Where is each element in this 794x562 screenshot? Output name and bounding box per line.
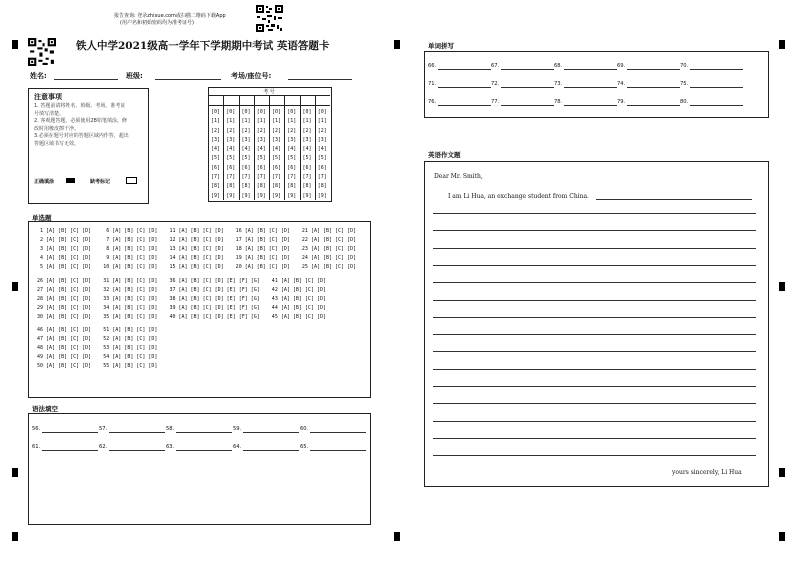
exam-id-digit-bubble[interactable]: [6] — [256, 164, 266, 171]
answer-blank[interactable] — [243, 444, 299, 451]
essay-line[interactable] — [433, 350, 756, 352]
mcq-answer-row[interactable]: 27 [A] [B] [C] [D] 32 [A] [B] [C] [D] 37 [A] [B] [C] [D] [E] [F] [G] 42 [A] [B] [C] [D] — [34, 286, 326, 293]
exam-id-digit-bubble[interactable]: [2] — [226, 127, 236, 134]
answer-blank[interactable] — [438, 81, 491, 88]
blank-number: 62. — [99, 444, 108, 450]
blank-number: 57. — [99, 426, 108, 432]
name-field[interactable] — [54, 71, 118, 80]
answer-blank[interactable] — [310, 426, 366, 433]
blank-number: 65. — [300, 444, 309, 450]
exam-id-digit-bubble[interactable]: [3] — [210, 136, 221, 143]
alignment-mark — [779, 40, 785, 49]
exam-id-digit-bubble[interactable]: [5] — [256, 155, 266, 162]
name-label: 姓名: — [30, 72, 47, 80]
exam-id-digit-bubble[interactable]: [2] — [241, 127, 251, 134]
exam-id-column[interactable] — [284, 108, 299, 201]
exam-id-digit-bubble[interactable]: [2] — [287, 127, 297, 134]
essay-line[interactable] — [433, 299, 756, 301]
app-qr-code-icon — [256, 5, 283, 32]
blank-number: 67. — [491, 63, 500, 69]
exam-id-column[interactable] — [315, 108, 330, 201]
mcq-answer-row[interactable]: 5 [A] [B] [C] [D] 10 [A] [B] [C] [D] 15 [A] [B] [C] [D] 20 [A] [B] [C] [D] 25 [A] [B] [C] [D] — [34, 264, 357, 271]
alignment-mark — [12, 468, 18, 477]
mcq-answer-row[interactable]: 49 [A] [B] [C] [D] 54 [A] [B] [C] [D] — [34, 354, 158, 361]
answer-blank[interactable] — [310, 444, 366, 451]
exam-id-column[interactable] — [208, 108, 223, 201]
exam-id-digit-bubble[interactable]: [9] — [271, 192, 282, 199]
answer-blank[interactable] — [176, 426, 232, 433]
exam-id-digit-bubble[interactable]: [6] — [226, 164, 236, 171]
essay-salutation: Dear Mr. Smith, — [434, 173, 483, 180]
exam-id-digit-bubble[interactable]: [3] — [317, 136, 327, 143]
answer-blank[interactable] — [501, 81, 554, 88]
missing-mark-label: 缺考标记 — [90, 179, 111, 185]
filled-box-icon — [66, 178, 75, 183]
exam-id-digit-bubble[interactable]: [0] — [241, 109, 251, 115]
exam-id-digit-bubble[interactable]: [4] — [226, 146, 236, 153]
mcq-answer-row[interactable]: 1 [A] [B] [C] [D] 6 [A] [B] [C] [D] 11 [A] [B] [C] [D] 16 [A] [B] [C] [D] 21 [A] [B] [C] [D] — [34, 228, 357, 234]
essay-line[interactable] — [433, 281, 756, 283]
exam-id-digit-bubble[interactable]: [0] — [256, 109, 266, 115]
answer-blank[interactable] — [176, 444, 232, 451]
class-field[interactable] — [155, 71, 221, 80]
exam-id-digit-bubble[interactable]: [5] — [302, 155, 312, 162]
blank-number: 80. — [680, 99, 689, 105]
blank-number: 68. — [554, 63, 563, 69]
blank-number: 71. — [428, 81, 437, 87]
essay-line[interactable] — [433, 316, 756, 318]
exam-id-digit-bubble[interactable]: [1] — [317, 118, 327, 125]
exam-id-digit-bubble[interactable]: [9] — [241, 192, 251, 199]
exam-id-digit-bubble[interactable]: [9] — [210, 192, 221, 199]
exam-id-digit-bubble[interactable]: [2] — [317, 127, 327, 134]
exam-id-digit-bubble[interactable]: [1] — [302, 118, 312, 125]
exam-id-label: 考 号 — [263, 89, 275, 95]
exam-id-digit-bubble[interactable]: [4] — [317, 146, 327, 153]
notice-title: 注意事项 — [34, 93, 62, 101]
exam-id-digit-bubble[interactable]: [8] — [256, 183, 266, 190]
blank-number: 56. — [32, 426, 41, 432]
essay-line[interactable] — [433, 333, 756, 335]
essay-line[interactable] — [433, 402, 756, 404]
exam-id-digit-bubble[interactable]: [7] — [271, 174, 282, 181]
essay-line[interactable] — [433, 385, 756, 387]
alignment-mark — [779, 532, 785, 541]
mcq-answer-row[interactable]: 48 [A] [B] [C] [D] 53 [A] [B] [C] [D] — [34, 345, 158, 352]
exam-id-digit-bubble[interactable]: [5] — [271, 155, 282, 162]
exam-id-digit-bubble[interactable]: [1] — [241, 118, 251, 125]
exam-id-digit-bubble[interactable]: [0] — [287, 109, 297, 115]
blank-number: 63. — [166, 444, 175, 450]
essay-line[interactable] — [433, 437, 756, 439]
report-query-note: (用户名和初始密码均为准考证号) — [120, 20, 194, 26]
exam-id-digit-bubble[interactable]: [4] — [271, 146, 282, 153]
mcq-answer-row[interactable]: 28 [A] [B] [C] [D] 33 [A] [B] [C] [D] 38 [A] [B] [C] [D] [E] [F] [G] 43 [A] [B] [C] [D] — [34, 295, 326, 302]
essay-title: 英语作文题 — [428, 151, 461, 159]
exam-id-column[interactable] — [269, 108, 284, 201]
exam-id-digit-bubble[interactable]: [8] — [210, 183, 221, 190]
exam-id-digit-bubble[interactable]: [7] — [210, 174, 221, 181]
exam-id-digit-bubble[interactable]: [5] — [287, 155, 297, 162]
blank-number: 60. — [300, 426, 309, 432]
exam-id-digit-bubble[interactable]: [7] — [241, 174, 251, 181]
exam-id-digit-bubble[interactable]: [8] — [241, 183, 251, 190]
exam-id-digit-bubble[interactable]: [6] — [241, 164, 251, 171]
mcq-answer-row[interactable]: 26 [A] [B] [C] [D] 31 [A] [B] [C] [D] 36 [A] [B] [C] [D] [E] [F] [G] 41 [A] [B] [C] [D] — [34, 277, 326, 284]
exam-id-digit-bubble[interactable]: [3] — [302, 136, 312, 143]
spelling-title: 单词拼写 — [428, 42, 454, 50]
exam-id-digit-bubble[interactable]: [1] — [210, 118, 221, 125]
exam-id-digit-bubble[interactable]: [5] — [241, 155, 251, 162]
missing-mark-checkbox[interactable] — [126, 177, 137, 184]
essay-line[interactable] — [433, 368, 756, 370]
exam-id-digit-bubble[interactable]: [0] — [271, 109, 282, 115]
mcq-answer-row[interactable]: 46 [A] [B] [C] [D] 51 [A] [B] [C] [D] — [34, 327, 158, 333]
exam-id-digit-bubble[interactable]: [7] — [226, 174, 236, 181]
answer-blank[interactable] — [564, 63, 617, 70]
blank-number: 75. — [680, 81, 689, 87]
answer-blank[interactable] — [501, 99, 554, 106]
grammar-title: 语法填空 — [32, 405, 58, 413]
answer-blank[interactable] — [690, 99, 743, 106]
answer-blank[interactable] — [564, 81, 617, 88]
alignment-mark — [394, 40, 400, 49]
exam-qr-code-icon — [28, 38, 56, 66]
exam-id-digit-bubble[interactable]: [3] — [226, 136, 236, 143]
answer-blank[interactable] — [243, 426, 299, 433]
essay-first-line: I am Li Hua, an exchange student from China. — [448, 193, 589, 200]
blank-number: 58. — [166, 426, 175, 432]
mcq-answer-row[interactable]: 50 [A] [B] [C] [D] 55 [A] [B] [C] [D] — [34, 363, 158, 370]
exam-id-digit-bubble[interactable]: [4] — [287, 146, 297, 153]
alignment-mark — [394, 532, 400, 541]
mcq-answer-row[interactable]: 3 [A] [B] [C] [D] 8 [A] [B] [C] [D] 13 [A] [B] [C] [D] 18 [A] [B] [C] [D] 23 [A] [B] [C] [D] — [34, 246, 357, 253]
blank-number: 64. — [233, 444, 242, 450]
exam-id-column[interactable] — [239, 108, 254, 201]
exam-id-digit-bubble[interactable]: [4] — [302, 146, 312, 153]
answer-blank[interactable] — [438, 63, 491, 70]
exam-id-digit-bubble[interactable]: [5] — [226, 155, 236, 162]
essay-line[interactable] — [433, 454, 756, 456]
exam-id-digit-bubble[interactable]: [7] — [256, 174, 266, 181]
report-query-line: 报告查询: 登录zhixue.com或扫描二维码下载App — [114, 13, 226, 19]
exam-id-digit-bubble[interactable]: [2] — [271, 127, 282, 134]
answer-blank[interactable] — [109, 426, 165, 433]
notice-text: 1. 答题前请将姓名、班级、考场、准考证 号填写清楚。 2. 客观题答题，必须使用2B铅笔填涂，修 改时用橡皮擦干净。 3.必须在题号对应的答题区域内作答，超出 答题区域书写无效。 — [34, 103, 129, 147]
seat-label: 考场/座位号: — [231, 72, 272, 80]
exam-id-digit-bubble[interactable]: [6] — [302, 164, 312, 171]
alignment-mark — [779, 282, 785, 291]
answer-blank[interactable] — [42, 426, 98, 433]
answer-blank[interactable] — [627, 81, 680, 88]
exam-id-digit-bubble[interactable]: [4] — [256, 146, 266, 153]
exam-id-digit-bubble[interactable]: [6] — [287, 164, 297, 171]
exam-id-digit-bubble[interactable]: [1] — [256, 118, 266, 125]
essay-closing: yours sincerely, Li Hua — [672, 469, 742, 476]
blank-number: 69. — [617, 63, 626, 69]
answer-blank[interactable] — [690, 63, 743, 70]
answer-blank[interactable] — [627, 99, 680, 106]
exam-id-digit-bubble[interactable]: [3] — [241, 136, 251, 143]
blank-number: 70. — [680, 63, 689, 69]
essay-line[interactable] — [433, 247, 756, 249]
exam-id-column[interactable] — [300, 108, 315, 201]
exam-id-digit-bubble[interactable]: [7] — [317, 174, 327, 181]
exam-id-digit-bubble[interactable]: [6] — [210, 164, 221, 171]
exam-id-digit-bubble[interactable]: [2] — [302, 127, 312, 134]
exam-id-digit-bubble[interactable]: [7] — [287, 174, 297, 181]
exam-id-digit-bubble[interactable]: [3] — [256, 136, 266, 143]
page-title: 铁人中学2021级高一学年下学期期中考试 英语答题卡 — [76, 40, 330, 52]
exam-id-digit-bubble[interactable]: [8] — [271, 183, 282, 190]
exam-id-digit-bubble[interactable]: [8] — [317, 183, 327, 190]
blank-number: 77. — [491, 99, 500, 105]
exam-id-digit-bubble[interactable]: [0] — [302, 109, 312, 115]
answer-blank[interactable] — [438, 99, 491, 106]
exam-id-digit-bubble[interactable]: [3] — [271, 136, 282, 143]
alignment-mark — [12, 532, 18, 541]
answer-blank[interactable] — [690, 81, 743, 88]
exam-id-digit-bubble[interactable]: [6] — [271, 164, 282, 171]
exam-id-digit-bubble[interactable]: [3] — [287, 136, 297, 143]
exam-id-digit-bubble[interactable]: [2] — [210, 127, 221, 134]
essay-line[interactable] — [433, 229, 756, 231]
exam-id-digit-bubble[interactable]: [0] — [210, 109, 221, 115]
exam-id-digit-bubble[interactable]: [0] — [317, 109, 327, 115]
mcq-answer-row[interactable]: 2 [A] [B] [C] [D] 7 [A] [B] [C] [D] 12 [A] [B] [C] [D] 17 [A] [B] [C] [D] 22 [A] [B] [C] [D] — [34, 237, 357, 244]
alignment-mark — [779, 468, 785, 477]
blank-number: 72. — [491, 81, 500, 87]
essay-line[interactable] — [433, 212, 756, 214]
exam-id-digit-bubble[interactable]: [2] — [256, 127, 266, 134]
exam-id-digit-bubble[interactable]: [9] — [287, 192, 297, 199]
exam-id-column[interactable] — [223, 108, 238, 201]
answer-blank[interactable] — [501, 63, 554, 70]
essay-line[interactable] — [433, 420, 756, 422]
blank-number: 74. — [617, 81, 626, 87]
answer-blank[interactable] — [109, 444, 165, 451]
exam-id-digit-bubble[interactable]: [0] — [226, 109, 236, 115]
class-label: 班级: — [126, 72, 143, 80]
blank-number: 59. — [233, 426, 242, 432]
exam-id-digit-bubble[interactable]: [6] — [317, 164, 327, 171]
exam-id-digit-bubble[interactable]: [1] — [271, 118, 282, 125]
exam-id-digit-bubble[interactable]: [4] — [241, 146, 251, 153]
answer-blank[interactable] — [564, 99, 617, 106]
answer-blank[interactable] — [627, 63, 680, 70]
exam-id-digit-bubble[interactable]: [1] — [287, 118, 297, 125]
exam-id-digit-bubble[interactable]: [9] — [317, 192, 327, 199]
exam-id-digit-bubble[interactable]: [8] — [302, 183, 312, 190]
blank-number: 79. — [617, 99, 626, 105]
alignment-mark — [12, 40, 18, 49]
exam-id-digit-bubble[interactable]: [8] — [287, 183, 297, 190]
mcq-answer-row[interactable]: 29 [A] [B] [C] [D] 34 [A] [B] [C] [D] 39 [A] [B] [C] [D] [E] [F] [G] 44 [A] [B] [C] [D] — [34, 304, 326, 311]
exam-id-digit-bubble[interactable]: [4] — [210, 146, 221, 153]
alignment-mark — [12, 282, 18, 291]
blank-number: 66. — [428, 63, 437, 69]
correct-fill-label: 正确填涂 — [34, 179, 55, 185]
essay-line[interactable] — [433, 264, 756, 266]
mcq-title: 单选题 — [32, 214, 52, 222]
mcq-answer-row[interactable]: 30 [A] [B] [C] [D] 35 [A] [B] [C] [D] 40 [A] [B] [C] [D] [E] [F] [G] 45 [A] [B] [C] [D] — [34, 313, 326, 320]
seat-field[interactable] — [288, 71, 352, 80]
exam-id-digit-bubble[interactable]: [9] — [302, 192, 312, 199]
exam-id-digit-bubble[interactable]: [7] — [302, 174, 312, 181]
mcq-answer-row[interactable]: 4 [A] [B] [C] [D] 9 [A] [B] [C] [D] 14 [A] [B] [C] [D] 19 [A] [B] [C] [D] 24 [A] [B] [C] [D] — [34, 255, 357, 262]
blank-number: 76. — [428, 99, 437, 105]
essay-line[interactable] — [596, 193, 752, 200]
exam-id-digit-bubble[interactable]: [9] — [226, 192, 236, 199]
exam-id-digit-bubble[interactable]: [5] — [210, 155, 221, 162]
blank-number: 61. — [32, 444, 41, 450]
blank-number: 78. — [554, 99, 563, 105]
exam-id-digit-bubble[interactable]: [5] — [317, 155, 327, 162]
exam-id-column[interactable] — [254, 108, 269, 201]
exam-id-digit-bubble[interactable]: [1] — [226, 118, 236, 125]
answer-blank[interactable] — [42, 444, 98, 451]
mcq-answer-row[interactable]: 47 [A] [B] [C] [D] 52 [A] [B] [C] [D] — [34, 336, 158, 343]
exam-id-digit-bubble[interactable]: [8] — [226, 183, 236, 190]
blank-number: 73. — [554, 81, 563, 87]
exam-id-digit-bubble[interactable]: [9] — [256, 192, 266, 199]
